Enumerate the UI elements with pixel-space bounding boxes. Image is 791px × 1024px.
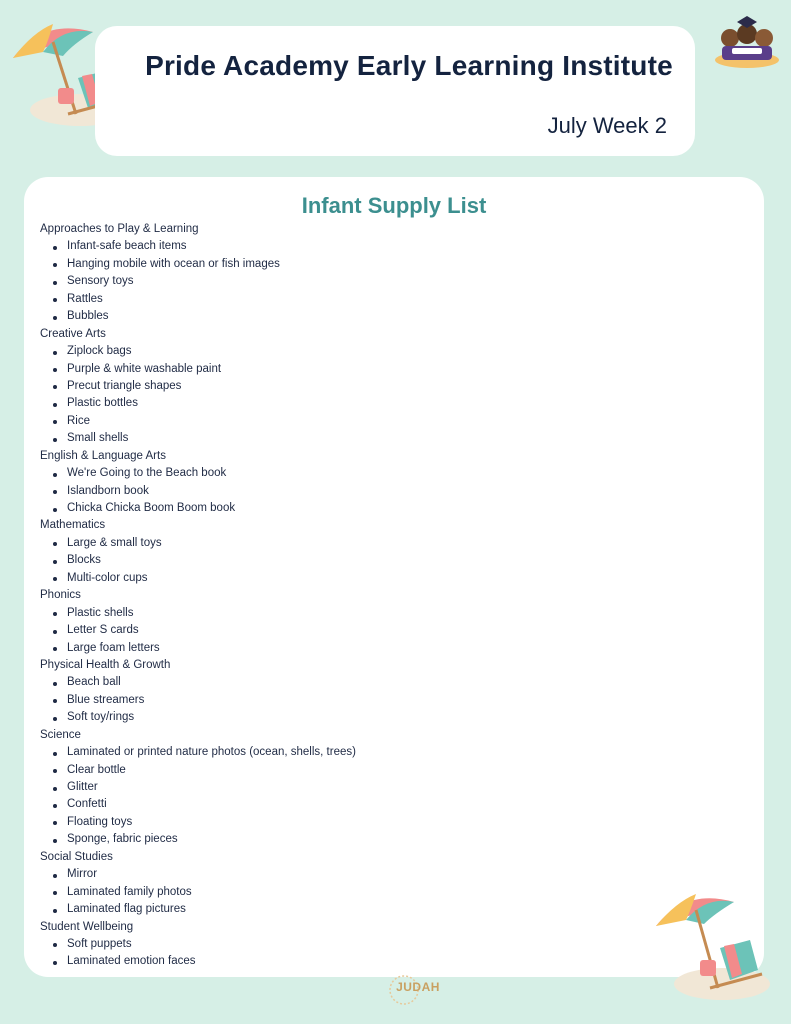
list-item: Multi-color cups — [40, 570, 748, 587]
list-item: Laminated flag pictures — [40, 901, 748, 918]
page-title: Pride Academy Early Learning Institute — [145, 50, 673, 81]
category-heading: Approaches to Play & Learning — [40, 223, 199, 235]
list-item: Plastic shells — [40, 605, 748, 622]
footer-logo-text: JUDAH — [396, 980, 440, 994]
list-item: Letter S cards — [40, 622, 748, 639]
category-heading: Social Studies — [40, 850, 113, 863]
list-item: Soft toy/rings — [40, 709, 748, 726]
list-item: Laminated family photos — [40, 884, 748, 901]
list-item: Mirror — [40, 866, 748, 883]
list-item: Large foam letters — [40, 640, 748, 657]
list-item: Laminated emotion faces — [40, 953, 748, 970]
graduates-logo-icon — [712, 8, 782, 72]
list-item: Glitter — [40, 779, 748, 796]
list-item: Large & small toys — [40, 535, 748, 552]
list-item: Bubbles — [40, 308, 748, 325]
list-item: Islandborn book — [40, 483, 748, 500]
list-item: Beach ball — [40, 674, 748, 691]
header-card — [95, 26, 695, 156]
category-heading: Mathematics — [40, 519, 106, 532]
list-item: Clear bottle — [40, 762, 748, 779]
list-item: Hanging mobile with ocean or fish images — [40, 256, 748, 273]
list-item: Ziplock bags — [40, 343, 748, 360]
list-item: Rattles — [40, 291, 748, 308]
list-item: Blue streamers — [40, 692, 748, 709]
list-title: Infant Supply List — [301, 193, 487, 218]
category-heading: Student Wellbeing — [40, 920, 134, 933]
beach-chair-umbrella-icon — [652, 890, 770, 1002]
category-heading: Physical Health & Growth — [40, 658, 171, 671]
category-heading: Creative Arts — [40, 327, 106, 340]
judah-logo-icon — [388, 972, 448, 1008]
category-heading: Science — [40, 728, 81, 741]
list-item: Soft puppets — [40, 936, 748, 953]
supply-list — [40, 221, 748, 971]
list-item: Laminated or printed nature photos (ocean, shells, trees) — [40, 744, 748, 761]
list-item: We're Going to the Beach book — [40, 465, 748, 482]
list-item: Floating toys — [40, 814, 748, 831]
list-item: Small shells — [40, 430, 748, 447]
list-item: Sensory toys — [40, 273, 748, 290]
list-item: Blocks — [40, 552, 748, 569]
category-heading: English & Language Arts — [40, 449, 166, 462]
list-item: Chicka Chicka Boom Boom book — [40, 500, 748, 517]
list-item: Purple & white washable paint — [40, 361, 748, 378]
list-item: Plastic bottles — [40, 395, 748, 412]
list-item: Sponge, fabric pieces — [40, 831, 748, 848]
list-item: Confetti — [40, 796, 748, 813]
list-item: Infant-safe beach items — [40, 238, 748, 255]
list-item: Precut triangle shapes — [40, 378, 748, 395]
supply-list-card — [24, 177, 764, 977]
week-label: July Week 2 — [547, 113, 667, 138]
category-heading: Phonics — [40, 589, 81, 602]
list-item: Rice — [40, 413, 748, 430]
